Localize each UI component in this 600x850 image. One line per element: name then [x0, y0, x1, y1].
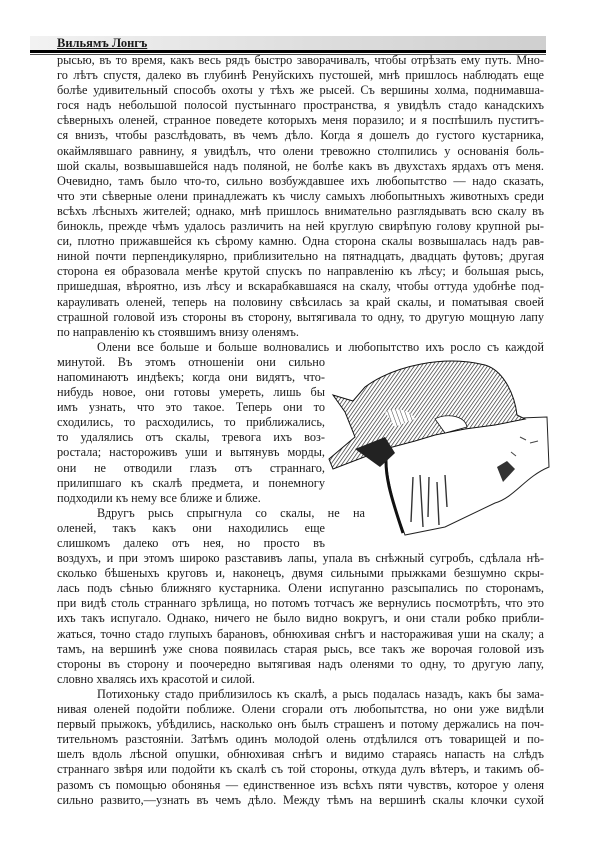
text-line: Очевидно, тамъ было что-то, сильно возбуждавшее ихъ любопытство — надо сказать,	[57, 173, 544, 188]
text-line: разомъ съ помощью обонянья — единственное изъ всѣхъ пяти чувствъ, которое у оленя	[57, 777, 544, 792]
text-line: сколько бѣшеныхъ круговъ и, наконецъ, двумя сильными прыжками безшумно скры-	[57, 566, 544, 581]
text-line: слишкомъ далеко отъ нея, но просто въ	[57, 536, 325, 550]
text-line: гося надъ небольшой полосой пустыннаго пространства, я увидѣлъ стадо канадскихъ	[57, 98, 544, 113]
text-line: воздухъ, и при этомъ широко разставивъ лапы, упала въ снѣжный сугробъ, сдѣлала нѣ-	[57, 551, 544, 566]
text-line: тительномъ разстояніи. Затѣмъ одинъ молодой олень отдѣлился отъ товарищей и по-	[57, 732, 544, 747]
text-line: стороны въ сторону и поочередно вытягивая надъ оленями то одну, то другую лапу,	[57, 656, 544, 671]
text-line: ниной почти перпендикулярно, приблизительно на пятнадцать, двадцать футовъ; другая	[57, 249, 544, 264]
text-line: при видѣ столь страннаго зрѣлища, но потомъ тотчасъ же вернулись посмотрѣть, что это	[57, 596, 544, 611]
text-line: имъ узнать, что это такое. Теперь они то	[57, 400, 325, 415]
text-line: го лѣтъ спустя, далеко въ глубинѣ Ренуйскихъ пустошей, мнѣ пришлось наблюдать еще	[57, 68, 544, 83]
text-line: то удалялись отъ скалы, тревога ихъ воз-	[57, 430, 325, 445]
text-line: напоминаютъ индѣекъ; когда они видятъ, что-	[57, 369, 325, 384]
text-line: ихъ такъ испугало. Однако, ничего не было видно вокругъ, и они стали робко прибли-	[57, 611, 544, 626]
text-line: болѣе удивительный способъ охоты у тѣхъ же рысей. Съ вершины холма, поднимавша-	[57, 83, 544, 98]
text-line: оленей, такъ какъ они находились еще	[57, 520, 325, 535]
text-line: ростала; насторoживъ уши и вытянувъ морды,	[57, 445, 325, 460]
text-line: Вдругъ рысь спрыгнула со скалы, не на	[97, 505, 365, 520]
text-line: страшной головой изъ стороны въ сторону, вытягивала то одну, то другую мощную лапу	[57, 309, 544, 324]
text-line: Олени все больше и больше волновались и любопытство ихъ росло съ каждой	[97, 339, 544, 354]
text-line: бинокль, прежде чѣмъ удалось различить на ней круглую свирѣпую голову крупной ры-	[57, 219, 544, 234]
running-header	[30, 36, 546, 50]
text-line: шой скалы, возвышавшейся надъ поляной, не болѣе какъ въ двухстахъ ярдахъ отъ меня.	[57, 158, 544, 173]
text-line: словно хвалясь ихъ красотой и силой.	[57, 671, 256, 686]
text-line: прилипшаго къ скалѣ предмета, и понемногу	[57, 475, 325, 490]
text-line: они не отводили глазъ отъ страннаго,	[57, 460, 325, 475]
text-line: нибудь новое, они готовы умереть, лишь бы	[57, 385, 325, 400]
text-line: окаймлявшаго равнину, я увидѣлъ, что олени тревожно столпились у основанія боль-	[57, 143, 544, 158]
text-line: сторона ея образовала менѣе крутой спускъ по направленію къ лѣсу; и большая рысь,	[57, 264, 544, 279]
text-line: тамъ, на вершинѣ уже снова появилась старая рысь, все такъ же ворочая головой изъ	[57, 641, 544, 656]
text-line: первый прыжокъ, убѣдились, насколько онъ былъ страшенъ и потому держались на поч-	[57, 717, 544, 732]
text-line: лась подъ сѣнью ближняго кустарника. Олени испуганно разсыпались по сторонамъ,	[57, 581, 544, 596]
text-line: всѣхъ лѣсныхъ жителей; однако, мнѣ пришлось внимательно разглядывать всю скалу въ	[57, 203, 544, 218]
text-line: что эти сѣверные олени принадлежатъ къ числу самыхъ любопытныхъ животныхъ среди	[57, 188, 544, 203]
text-line: пришедшая, вѣроятно, изъ лѣсу и вскарабкавшаяся на скалу, чтобы оттуда удобнѣе под-	[57, 279, 544, 294]
text-line: карауливать оленей, теперь на половину свѣсилась за край скалы, и поматывая своей	[57, 294, 544, 309]
text-line: рысью, въ то время, какъ весь рядъ быстро заворачивалъ, чтобы отрѣзать ему путь. Мно-	[57, 53, 544, 67]
text-line: сильно развито,—узнать въ чемъ дѣло. Между тѣмъ на вершинѣ скалы клочки сухой	[57, 792, 544, 807]
text-line: минутой. Въ этомъ отношеніи они сильно	[57, 354, 325, 369]
text-line: ся внизъ, чтобы разслѣдовать, въ чемъ дѣло. Когда я дошелъ до густого кустарника,	[57, 128, 544, 143]
text-line: сходились, то расходились, то приближались,	[57, 415, 325, 430]
text-line: шелъ вдоль лѣсной опушки, обнюхивая снѣгъ и видимо стараясь напасть на слѣдъ	[57, 747, 544, 762]
text-line: нивая оленей подойти поближе. Олени сгорали отъ любопытства, но они уже видѣли	[57, 702, 544, 717]
text-line: сѣверныхъ оленей, странное поведете которыхъ меня поразило; и я поспѣшилъ пуститъ-	[57, 113, 544, 128]
lynx-on-rock-illustration	[325, 357, 550, 537]
text-line: жаться, точно стадо глупыхъ барановъ, обнюхивая снѣгъ и настораживая уши на скалу; а	[57, 626, 544, 641]
text-line: страннаго звѣря или подойти къ скалѣ съ той стороны, откуда дулъ вѣтеръ, и такимъ об-	[57, 762, 544, 777]
author-name: Вильямъ Лонгъ	[57, 36, 148, 50]
text-line: Потихоньку стадо приблизилось къ скалѣ, а рысь подалась назадъ, какъ бы зама-	[97, 686, 544, 701]
text-line: подходили къ нему все ближе и ближе.	[57, 490, 261, 505]
text-line: си, плотно прижавшейся къ сѣрому камню. Одна сторона скалы возвышалась надъ рав-	[57, 234, 544, 249]
text-line: по направленію къ стоявшимъ внизу оленямъ.	[57, 324, 299, 339]
